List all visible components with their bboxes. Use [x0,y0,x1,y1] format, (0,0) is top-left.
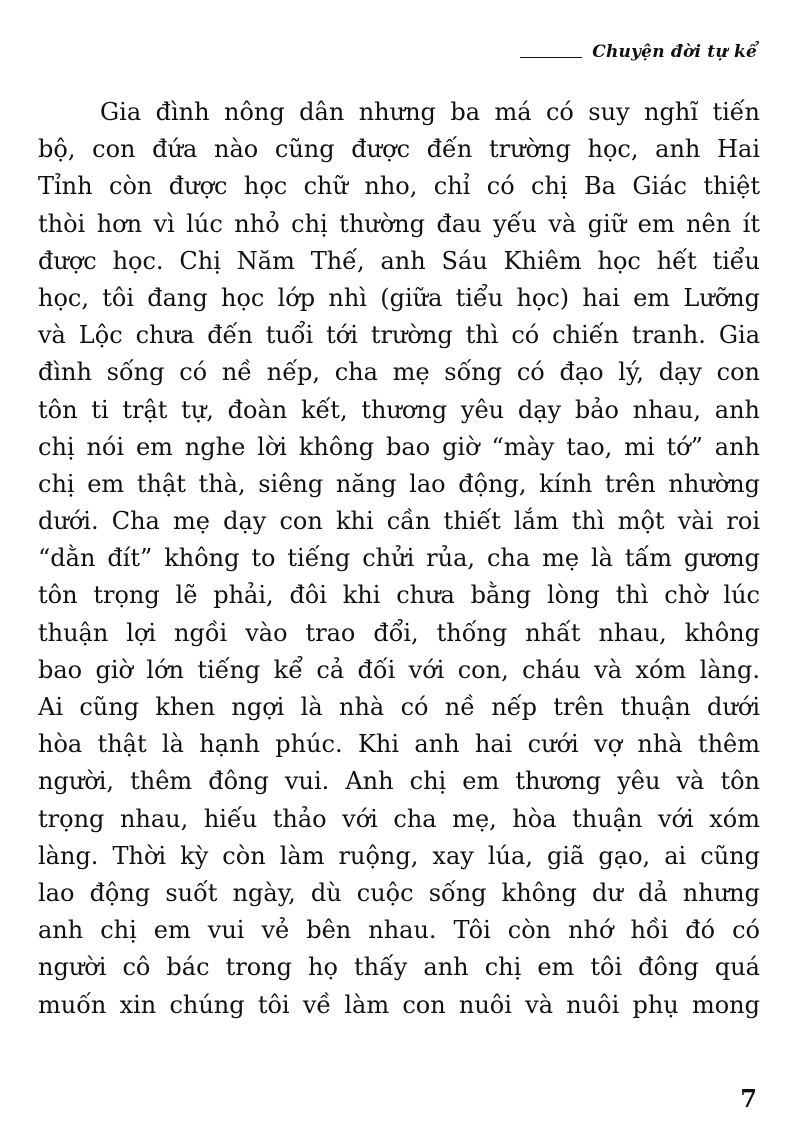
text-line: chị nói em nghe lời không bao giờ “mày tao, mi tớ” anh [38,432,760,461]
text-line: bộ, con đứa nào cũng được đến trường học, anh Hai [38,135,760,164]
text-line: tôn trọng lẽ phải, đôi khi chưa bằng lòng thì chờ lúc [38,581,760,610]
text-line: chị em thật thà, siêng năng lao động, kính trên nhường [38,469,760,498]
page-number: 7 [740,1084,757,1113]
text-line: và Lộc chưa đến tuổi tới trường thì có chiến tranh. Gia [38,321,760,350]
text-line: đình sống có nề nếp, cha mẹ sống có đạo lý, dạy con [38,358,760,387]
text-line: lao động suốt ngày, dù cuộc sống không dư dả nhưng [38,878,760,907]
text-line: Gia đình nông dân nhưng ba má có suy nghĩ tiến [100,98,760,126]
text-line: tôn ti trật tự, đoàn kết, thương yêu dạy bảo nhau, anh [38,395,760,424]
text-line: muốn xin chúng tôi về làm con nuôi và nuôi phụ mong [38,990,760,1019]
text-line: trọng nhau, hiếu thảo với cha mẹ, hòa thuận với xóm [38,804,760,833]
text-line: người cô bác trong họ thấy anh chị em tôi đông quá [38,953,760,982]
text-line: “dằn đít” không to tiếng chửi rủa, cha mẹ là tấm gương [38,544,760,573]
text-line: học, tôi đang học lớp nhì (giữa tiểu học) hai em Lưỡng [38,283,760,312]
running-title: Chuyện đời tự kể [592,42,757,62]
text-line: Tỉnh còn được học chữ nho, chỉ có chị Ba Giác thiệt [38,172,760,201]
text-line: được học. Chị Năm Thế, anh Sáu Khiêm học hết tiểu [38,246,760,275]
text-line: Ai cũng khen ngợi là nhà có nề nếp trên thuận dưới [38,693,760,721]
text-line: anh chị em vui vẻ bên nhau. Tôi còn nhớ hồi đó có [38,916,760,945]
body-text [38,94,760,1024]
header-rule [520,57,582,58]
text-line: bao giờ lớn tiếng kể cả đối với con, cháu và xóm làng. [38,655,760,684]
text-line: người, thêm đông vui. Anh chị em thương yêu và tôn [38,767,760,796]
text-line: hòa thật là hạnh phúc. Khi anh hai cưới vợ nhà thêm [38,730,760,759]
text-line: thòi hơn vì lúc nhỏ chị thường đau yếu và giữ em nên ít [38,209,760,238]
text-line: thuận lợi ngồi vào trao đổi, thống nhất nhau, không [38,618,760,647]
text-line: dưới. Cha mẹ dạy con khi cần thiết lắm thì một vài roi [38,507,760,536]
text-line: làng. Thời kỳ còn làm ruộng, xay lúa, giã gạo, ai cũng [38,841,760,870]
running-header [520,42,757,62]
